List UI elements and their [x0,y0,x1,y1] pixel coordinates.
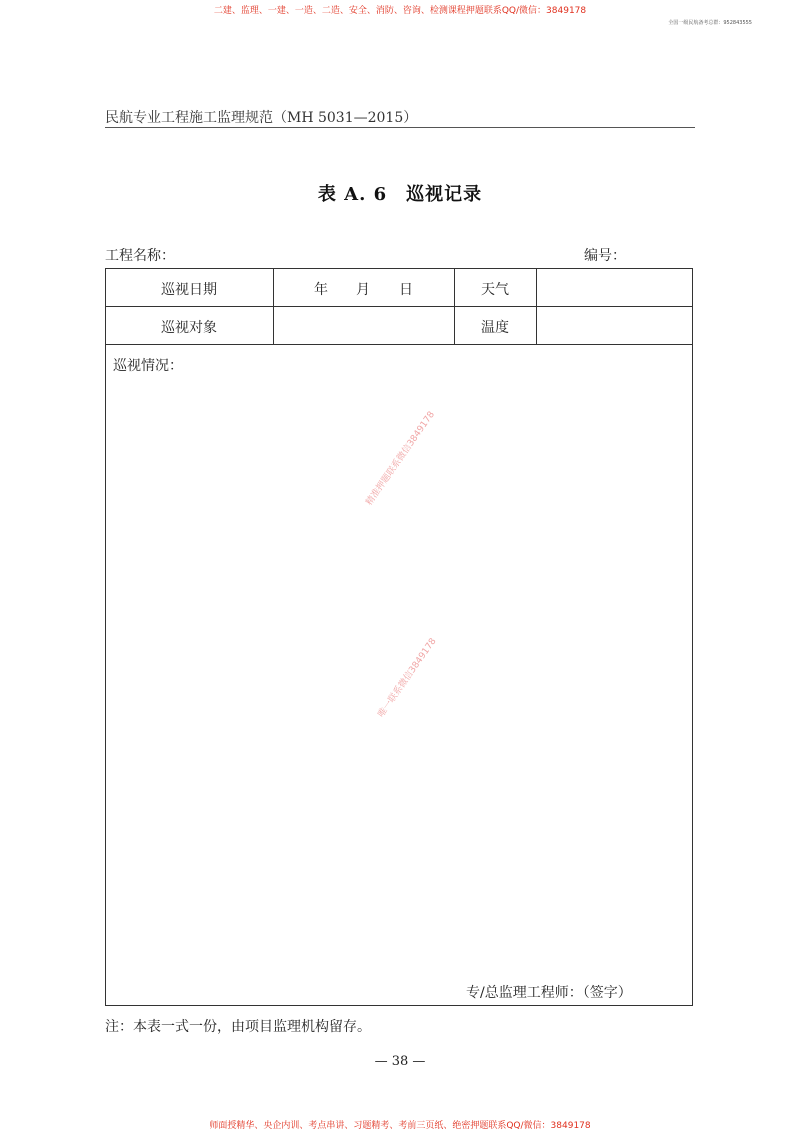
standard-title: 民航专业工程施工监理规范（MH 5031—2015） [105,110,418,126]
header-rule [105,127,695,128]
bottom-banner: 师面授精华、央企内训、考点串讲、习题精考、考前三页纸、绝密押题联系QQ/微信：3849178 [209,1121,591,1131]
weather-label: 天气 [481,282,509,298]
year-label: 年 [314,282,328,298]
temperature-label: 温度 [481,320,509,336]
watermark-2: 唯一联系微信3849178 [376,636,439,720]
month-label: 月 [356,282,370,298]
watermark-1: 精准押题联系微信3849178 [364,409,437,508]
inspection-object-label: 巡视对象 [161,320,217,336]
day-label: 日 [399,282,413,298]
signature-label: 专/总监理工程师：（签字） [466,985,632,1001]
col-divider-1 [273,268,274,344]
inspection-date-label: 巡视日期 [161,282,217,298]
inspection-form [105,268,693,1006]
form-note: 注：本表一式一份，由项目监理机构留存。 [105,1019,371,1035]
table-title: 表 A. 6 巡视记录 [317,184,483,205]
page-number: — 38 — [374,1054,426,1069]
project-name-label: 工程名称： [105,248,175,264]
top-banner: 二建、监理、一建、一造、二造、安全、消防、咨询、检测课程押题联系QQ/微信：3849178 [213,6,587,16]
col-divider-3 [536,268,537,344]
row-divider-1 [105,306,693,307]
inspection-situation-label: 巡视情况： [113,358,183,374]
row-divider-2 [105,344,693,345]
number-label: 编号： [584,248,626,264]
top-right-note: 全国一级民航备考总群：952843555 [668,20,752,26]
